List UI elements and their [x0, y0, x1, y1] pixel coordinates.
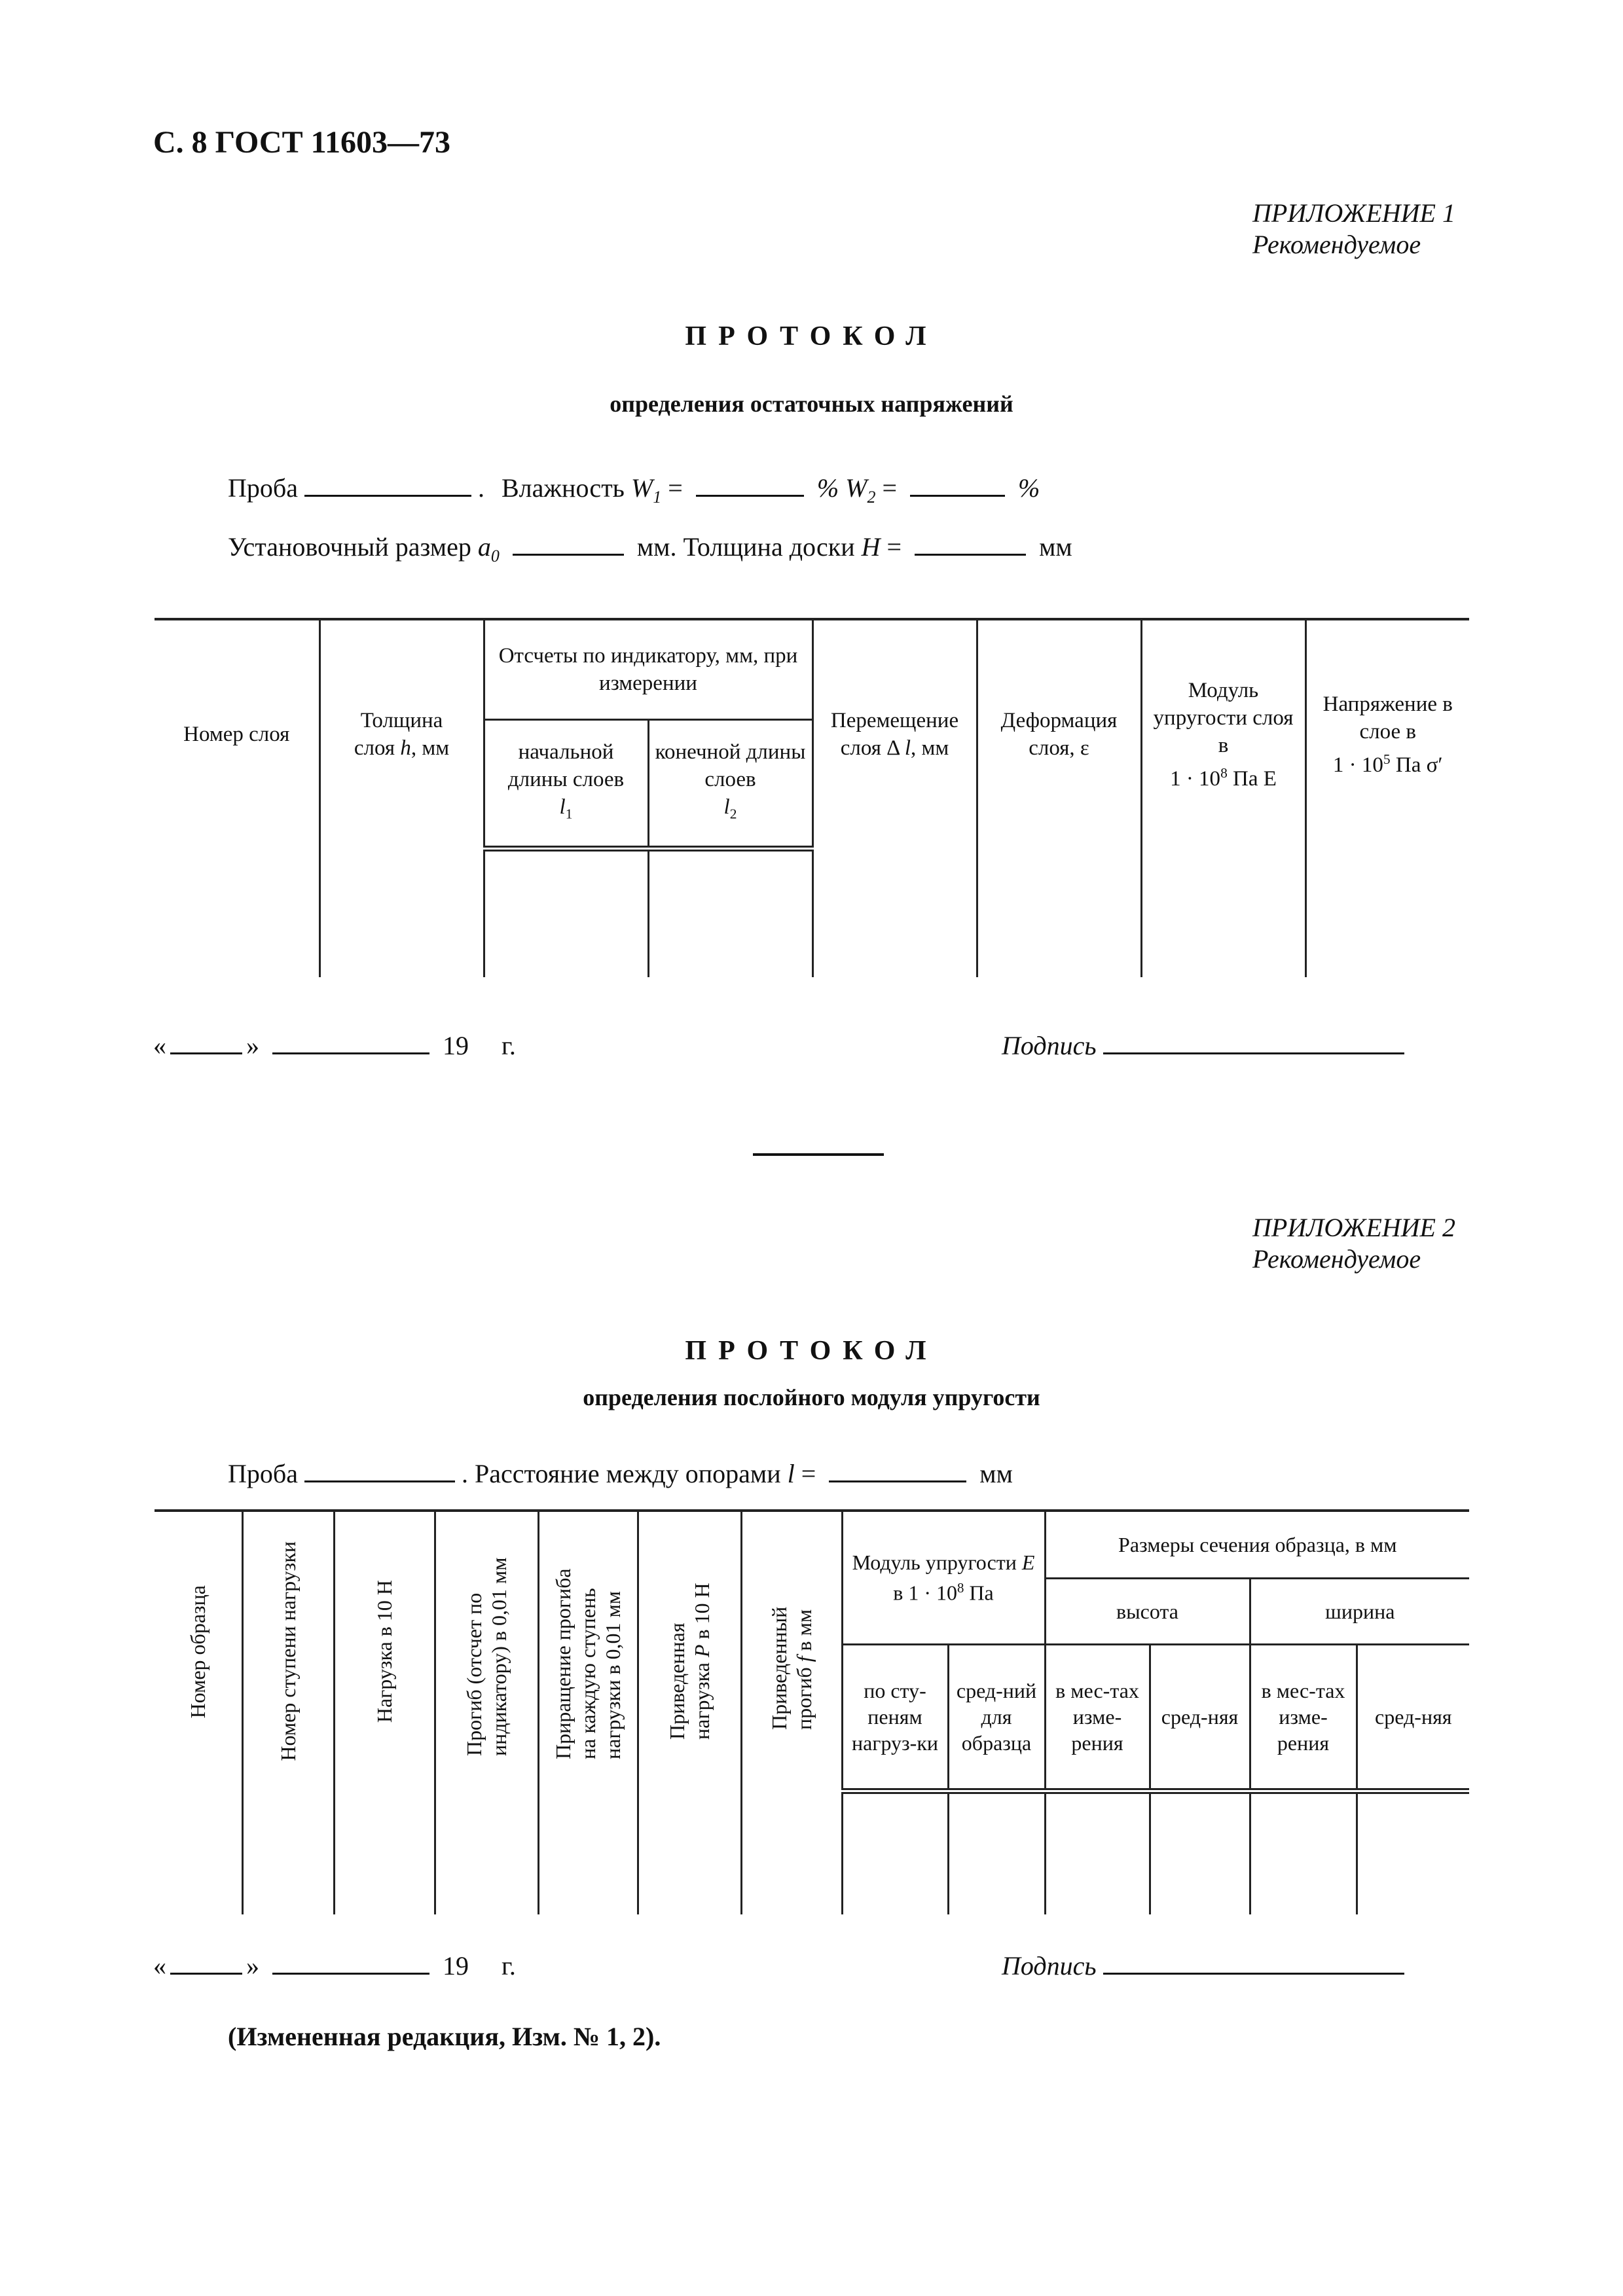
distance-blank[interactable]	[829, 1461, 966, 1482]
col-load-step: Номер ступени нагрузки	[242, 1511, 334, 1791]
protocol-1-signature-line	[1002, 1030, 1411, 1061]
col-width-at-points: в мес-тах изме-рения	[1250, 1645, 1357, 1791]
cell-empty[interactable]	[1357, 1791, 1469, 1915]
w1-percent: %	[816, 473, 839, 503]
w2-percent: %	[1018, 473, 1040, 503]
protocol-2-date-line: « » 19 г.	[153, 1951, 516, 1981]
col-layer-modulus: Модуль упругости слоя в $1 \cdot 10^8$ Па E	[1141, 619, 1305, 848]
signature-label: Подпись	[1002, 1951, 1097, 1981]
appendix-2-status: Рекомендуемое	[1252, 1244, 1421, 1274]
cell-empty[interactable]	[1305, 848, 1469, 977]
col-layer-deformation: Деформация слоя, ε	[977, 619, 1141, 848]
col-reduced-deflection: Приведенный прогиб f в мм	[741, 1511, 842, 1791]
sample-blank[interactable]	[304, 1461, 455, 1482]
signature-blank[interactable]	[1103, 1033, 1404, 1054]
sample-label: Проба	[228, 1459, 298, 1488]
col-height-at-points: в мес-тах изме-рения	[1045, 1645, 1150, 1791]
col-final-length: конечной длины слоев $l_2$	[648, 720, 812, 849]
l-symbol: l	[787, 1459, 795, 1488]
col-layer-shift: Перемещение слоя Δ l, мм	[812, 619, 977, 848]
a0-symbol: $a_0$	[477, 532, 500, 565]
w2-symbol: $W_2$	[845, 473, 876, 507]
cell-empty[interactable]	[155, 848, 319, 977]
distance-label: . Расстояние между опорами	[462, 1459, 781, 1488]
col-deflection: Прогиб (отсчет по индикатору) в 0,01 мм	[435, 1511, 538, 1791]
signature-label: Подпись	[1002, 1031, 1097, 1060]
thickness-label: мм. Толщина доски	[636, 532, 855, 562]
cell-empty[interactable]	[638, 1791, 741, 1915]
cell-empty[interactable]	[977, 848, 1141, 977]
page-reference: С. 8 ГОСТ 11603—73	[153, 125, 450, 160]
cell-empty[interactable]	[242, 1791, 334, 1915]
residual-stress-table	[155, 618, 1469, 977]
section-divider	[753, 1153, 884, 1156]
col-layer-number: Номер слоя	[155, 619, 319, 848]
col-initial-length: начальной длины слоев $l_1$	[484, 720, 648, 849]
protocol-1-line-size	[228, 531, 1072, 566]
h-equals: =	[886, 532, 902, 562]
w1-symbol: $W_1$	[630, 473, 662, 507]
setting-size-label: Установочный размер	[228, 532, 471, 562]
w1-equals: =	[668, 473, 683, 503]
protocol-1-date-line: « » 19 г.	[153, 1031, 516, 1060]
protocol-2-title: ПРОТОКОЛ	[685, 1336, 938, 1366]
protocol-1-title: ПРОТОКОЛ	[685, 321, 938, 351]
h-symbol: H	[861, 532, 881, 562]
sample-blank[interactable]	[304, 475, 471, 497]
cell-empty[interactable]	[334, 1791, 435, 1915]
col-sample-number: Номер образца	[155, 1511, 242, 1791]
table-row	[155, 848, 1469, 977]
day-blank[interactable]	[170, 1953, 242, 1975]
modulus-table	[155, 1509, 1469, 1914]
cell-empty[interactable]	[484, 848, 648, 977]
w2-blank[interactable]	[910, 475, 1005, 497]
distance-unit: мм	[979, 1459, 1013, 1488]
col-modulus-mean: сред-ний для образца	[948, 1645, 1045, 1791]
protocol-2-signature-line	[1002, 1950, 1411, 1981]
month-blank[interactable]	[272, 1953, 429, 1975]
col-layer-thickness: Толщина слоя h, мм	[319, 619, 484, 848]
appendix-2-label	[1252, 1212, 1455, 1275]
protocol-1-subtitle: определения остаточных напряжений	[610, 391, 1013, 417]
cell-empty[interactable]	[812, 848, 977, 977]
cell-empty[interactable]	[538, 1791, 638, 1915]
col-width-mean: сред-няя	[1357, 1645, 1469, 1791]
cell-empty[interactable]	[435, 1791, 538, 1915]
col-section-dimensions: Размеры сечения образца, в мм	[1045, 1511, 1469, 1579]
cell-empty[interactable]	[842, 1791, 948, 1915]
table-row	[155, 1791, 1469, 1915]
appendix-1-label	[1252, 198, 1455, 260]
protocol-2-subtitle: определения послойного модуля упругости	[583, 1384, 1040, 1410]
appendix-1-number: ПРИЛОЖЕНИЕ 1	[1252, 198, 1455, 228]
day-blank[interactable]	[170, 1033, 242, 1054]
cell-empty[interactable]	[648, 848, 812, 977]
protocol-2-line-sample	[228, 1458, 1013, 1489]
appendix-1-status: Рекомендуемое	[1252, 230, 1421, 259]
col-height: высота	[1045, 1579, 1250, 1645]
l-equals: =	[801, 1459, 816, 1488]
month-blank[interactable]	[272, 1033, 429, 1054]
col-modulus: Модуль упругости E в $1 \cdot 10^8$ Па	[842, 1511, 1045, 1645]
h-unit: мм	[1039, 532, 1072, 562]
w2-equals: =	[882, 473, 898, 503]
col-indicator-readings: Отсчеты по индикатору, мм, при измерении	[484, 619, 812, 720]
cell-empty[interactable]	[1141, 848, 1305, 977]
cell-empty[interactable]	[1250, 1791, 1357, 1915]
col-reduced-load: Приведенная нагрузка P в 10 Н	[638, 1511, 741, 1791]
humidity-label: Влажность	[501, 473, 625, 503]
col-layer-stress: Напряжение в слое в $1 \cdot 10^5$ Па σ′	[1305, 619, 1469, 848]
cell-empty[interactable]	[1150, 1791, 1250, 1915]
cell-empty[interactable]	[1045, 1791, 1150, 1915]
amendment-note: (Измененная редакция, Изм. № 1, 2).	[228, 2022, 661, 2051]
cell-empty[interactable]	[948, 1791, 1045, 1915]
col-width: ширина	[1250, 1579, 1469, 1645]
cell-empty[interactable]	[741, 1791, 842, 1915]
sample-label: Проба	[228, 473, 298, 503]
a0-blank[interactable]	[513, 534, 624, 556]
col-deflection-increment: Приращение прогиба на каждую ступень нагрузки в 0,01 мм	[538, 1511, 638, 1791]
w1-blank[interactable]	[696, 475, 804, 497]
cell-empty[interactable]	[155, 1791, 242, 1915]
signature-blank[interactable]	[1103, 1953, 1404, 1975]
appendix-2-number: ПРИЛОЖЕНИЕ 2	[1252, 1213, 1455, 1242]
protocol-1-line-sample: Проба . Влажность $W_1$ = % $W_2$ = %	[228, 473, 1040, 507]
cell-empty[interactable]	[319, 848, 484, 977]
h-blank[interactable]	[915, 534, 1026, 556]
col-load: Нагрузка в 10 Н	[334, 1511, 435, 1791]
col-modulus-by-steps: по сту-пеням нагруз-ки	[842, 1645, 948, 1791]
col-height-mean: сред-няя	[1150, 1645, 1250, 1791]
